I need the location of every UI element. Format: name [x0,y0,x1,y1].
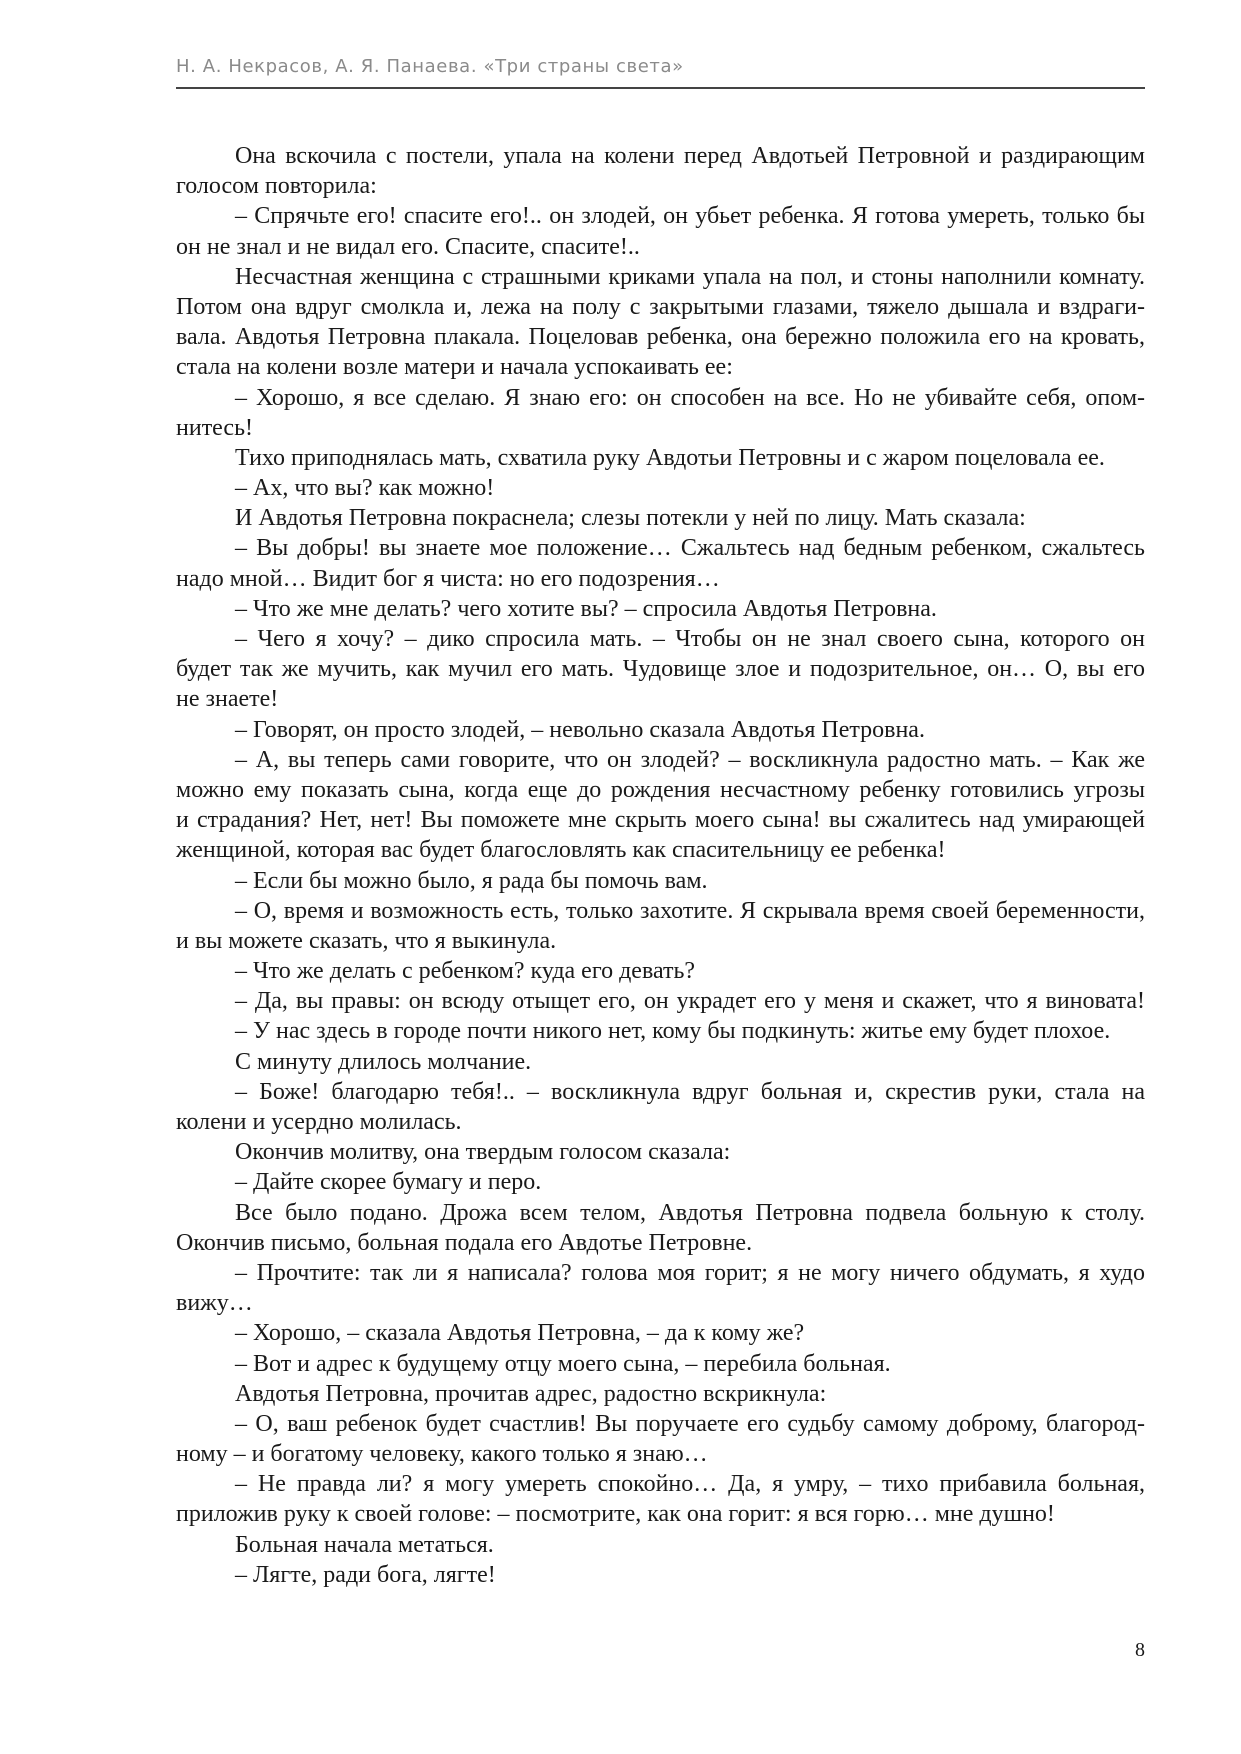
text-line: Потом она вдруг смолкла и, лежа на полу с закрытыми глазами, тяжело дышала и вздраги- [176,293,1145,320]
text-line: и вы можете сказать, что я выкинула. [176,927,557,954]
header-rule [176,87,1145,89]
page-number: 8 [1135,1639,1145,1661]
text-line: – Говорят, он просто злодей, – невольно сказала Авдотья Петровна. [235,716,925,743]
text-line: Окончив молитву, она твердым голосом сказала: [235,1139,731,1166]
text-line: вижу… [176,1290,253,1317]
text-line: – Чего я хочу? – дико спросила мать. – Чтобы он не знал своего сына, которого он [235,626,1145,652]
text-line: будет так же мучить, как мучил его мать. Чудовище злое и подозрительное, он… О, вы его [176,656,1145,683]
text-line: – Что же делать с ребенком? куда его девать? [235,958,696,985]
text-line: вала. Авдотья Петровна плакала. Поцеловав ребенка, она бережно положила его на кровать, [176,324,1145,351]
text-line: – Лягте, ради бога, лягте! [235,1561,496,1588]
text-line: – Боже! благодарю тебя!.. – воскликнула вдруг больная и, скрестив руки, стала на [235,1078,1145,1105]
text-line: – Дайте скорее бумагу и перо. [235,1169,542,1196]
text-line: можно ему показать сына, когда еще до рождения несчастному ребенку готовились угрозы [176,776,1145,803]
text-line: Тихо приподнялась мать, схватила руку Авдотьи Петровны и с жаром поцеловала ее. [235,444,1105,471]
text-line: И Авдотья Петровна покраснела; слезы потекли у ней по лицу. Мать сказала: [235,505,1026,532]
text-line: Она вскочила с постели, упала на колени перед Авдотьей Петровной и раздирающим [235,143,1145,169]
text-line: Окончив письмо, больная подала его Авдотье Петровне. [176,1229,753,1256]
text-line: – Вы добры! вы знаете мое положение… Сжальтесь над бедным ребенком, сжальтесь [235,535,1145,562]
text-line: голосом повторила: [176,173,377,200]
body-text [176,141,1145,1590]
text-line: и страдания? Нет, нет! Вы поможете мне скрыть моего сына! вы сжалитесь над умирающей [176,807,1145,834]
text-line: – Не правда ли? я могу умереть спокойно… Да, я умру, – тихо прибавила больная, [235,1471,1145,1498]
text-line: С минуту длилось молчание. [235,1048,532,1075]
text-line: женщиной, которая вас будет благословлять как спасительницу ее ребенка! [176,837,946,864]
text-line: нитесь! [176,414,254,441]
text-line: – О, ваш ребенок будет счастлив! Вы поручаете его судьбу самому доброму, благород- [235,1410,1145,1437]
text-line: – Если бы можно было, я рада бы помочь вам. [235,867,708,894]
text-line: – Что же мне делать? чего хотите вы? – спросила Авдотья Петровна. [235,595,937,622]
text-line: Все было подано. Дрожа всем телом, Авдотья Петровна подвела больную к столу. [235,1199,1145,1226]
text-line: колени и усердно молилась. [176,1109,462,1135]
running-head: Н. А. Некрасов, А. Я. Панаева. «Три страны света» [176,56,684,77]
text-line: – О, время и возможность есть, только захотите. Я скрывала время своей беременности, [235,897,1145,924]
text-line: стала на колени возле матери и начала успокаивать ее: [176,354,733,381]
text-line: – Ах, что вы? как можно! [235,475,495,502]
text-line: – Хорошо, – сказала Авдотья Петровна, – да к кому же? [235,1320,805,1347]
text-line: надо мной… Видит бог я чиста: но его подозрения… [176,565,720,592]
text-line: Несчастная женщина с страшными криками упала на пол, и стоны наполнили комнату. [235,263,1145,290]
text-line: он не знал и не видал его. Спасите, спасите!.. [176,233,640,260]
text-line: Больная начала метаться. [235,1531,494,1558]
text-line: – Прочтите: так ли я написала? голова моя горит; я не могу ничего обдумать, я худо [235,1259,1145,1286]
text-line: – Да, вы правы: он всюду отыщет его, он украдет его у меня и скажет, что я виновата! [235,988,1145,1015]
text-line: – Вот и адрес к будущему отцу моего сына, – перебила больная. [235,1350,891,1377]
text-line: – Хорошо, я все сделаю. Я знаю его: он способен на все. Но не убивайте себя, опом- [235,384,1145,411]
text-line: не знаете! [176,686,279,713]
text-line: приложив руку к своей голове: – посмотрите, как она горит: я вся горю… мне душно! [176,1501,1055,1528]
text-line: Авдотья Петровна, прочитав адрес, радостно вскрикнула: [235,1380,827,1407]
text-line: – Спрячьте его! спасите его!.. он злодей, он убьет ребенка. Я готова умереть, только бы [235,203,1145,230]
text-line: – А, вы теперь сами говорите, что он злодей? – воскликнула радостно мать. – Как же [235,746,1145,773]
text-line: – У нас здесь в городе почти никого нет, кому бы подкинуть: житье ему будет плохое. [235,1018,1111,1045]
text-line: ному – и богатому человеку, какого только я знаю… [176,1441,708,1468]
